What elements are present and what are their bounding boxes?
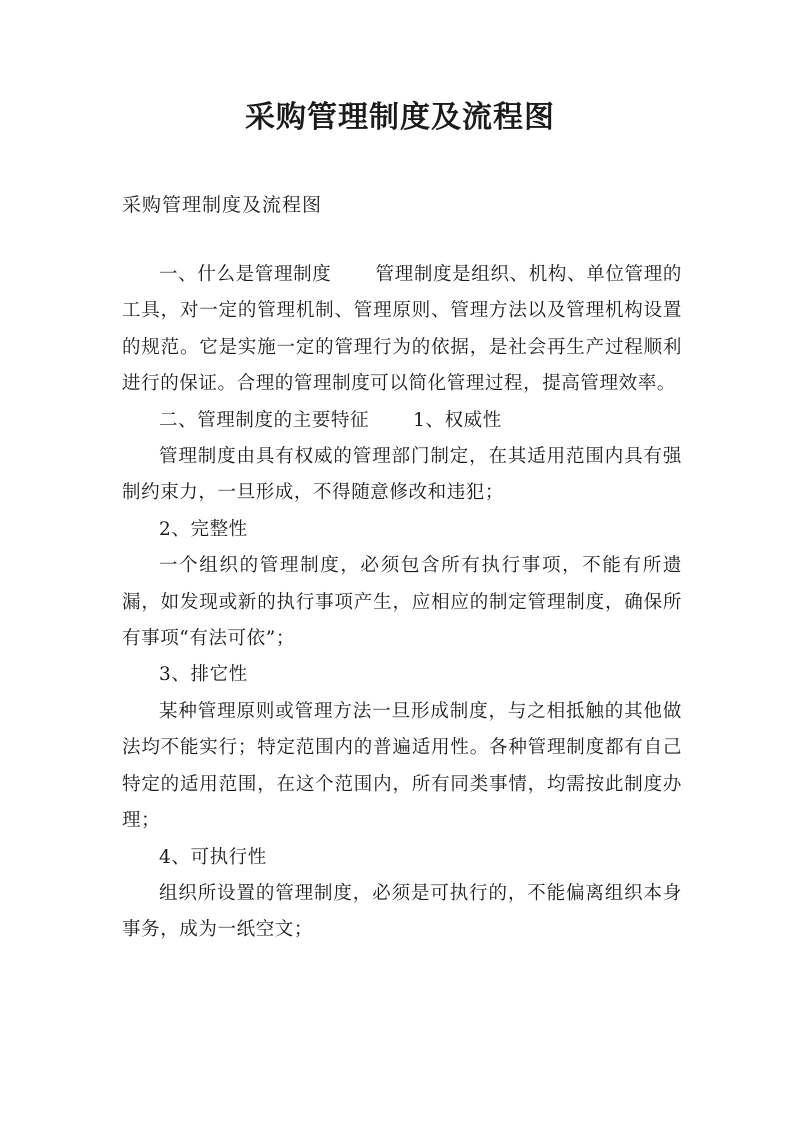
section-1-text: 管理制度是组织、机构、单位管理的工具，对一定的管理机制、管理原则、管理方法以及管理机构设置的规范。它是实施一定的管理行为的依据，是社会再生产过程顺利进行的保证。合理的管理制度可以简化管理过程，提高管理效率。 (122, 264, 682, 395)
feature-2-text: 一个组织的管理制度，必须包含所有执行事项，不能有所遗漏，如发现或新的执行事项产生，应相应的制定管理制度，确保所有事项“有法可依”； (122, 555, 682, 650)
feature-3-heading: 3、排它性 (159, 664, 248, 686)
feature-4-text: 组织所设置的管理制度，必须是可执行的，不能偏离组织本身事务，成为一纸空文； (122, 882, 682, 941)
document-body (122, 257, 682, 949)
section-1-heading: 一、什么是管理制度 (159, 264, 332, 285)
feature-3-text: 某种管理原则或管理方法一旦形成制度，与之相抵触的其他做法均不能实行；特定范围内的普遍适用性。各种管理制度都有自己特定的适用范围，在这个范围内，所有同类事情，均需按此制度办理； (122, 700, 682, 832)
feature-4-heading: 4、可执行性 (159, 846, 267, 868)
section-1-paragraph (122, 257, 682, 403)
feature-1-heading: 1、权威性 (413, 409, 502, 431)
section-2-heading: 二、管理制度的主要特征 (159, 409, 370, 431)
document-subtitle: 采购管理制度及流程图 (122, 194, 323, 216)
feature-1-text: 管理制度由具有权威的管理部门制定，在其适用范围内具有强制约束力，一旦形成，不得随意修改和违犯； (122, 446, 682, 504)
section-2-paragraph (122, 403, 682, 439)
feature-2-heading: 2、完整性 (159, 518, 248, 540)
document-title: 采购管理制度及流程图 (245, 100, 555, 135)
